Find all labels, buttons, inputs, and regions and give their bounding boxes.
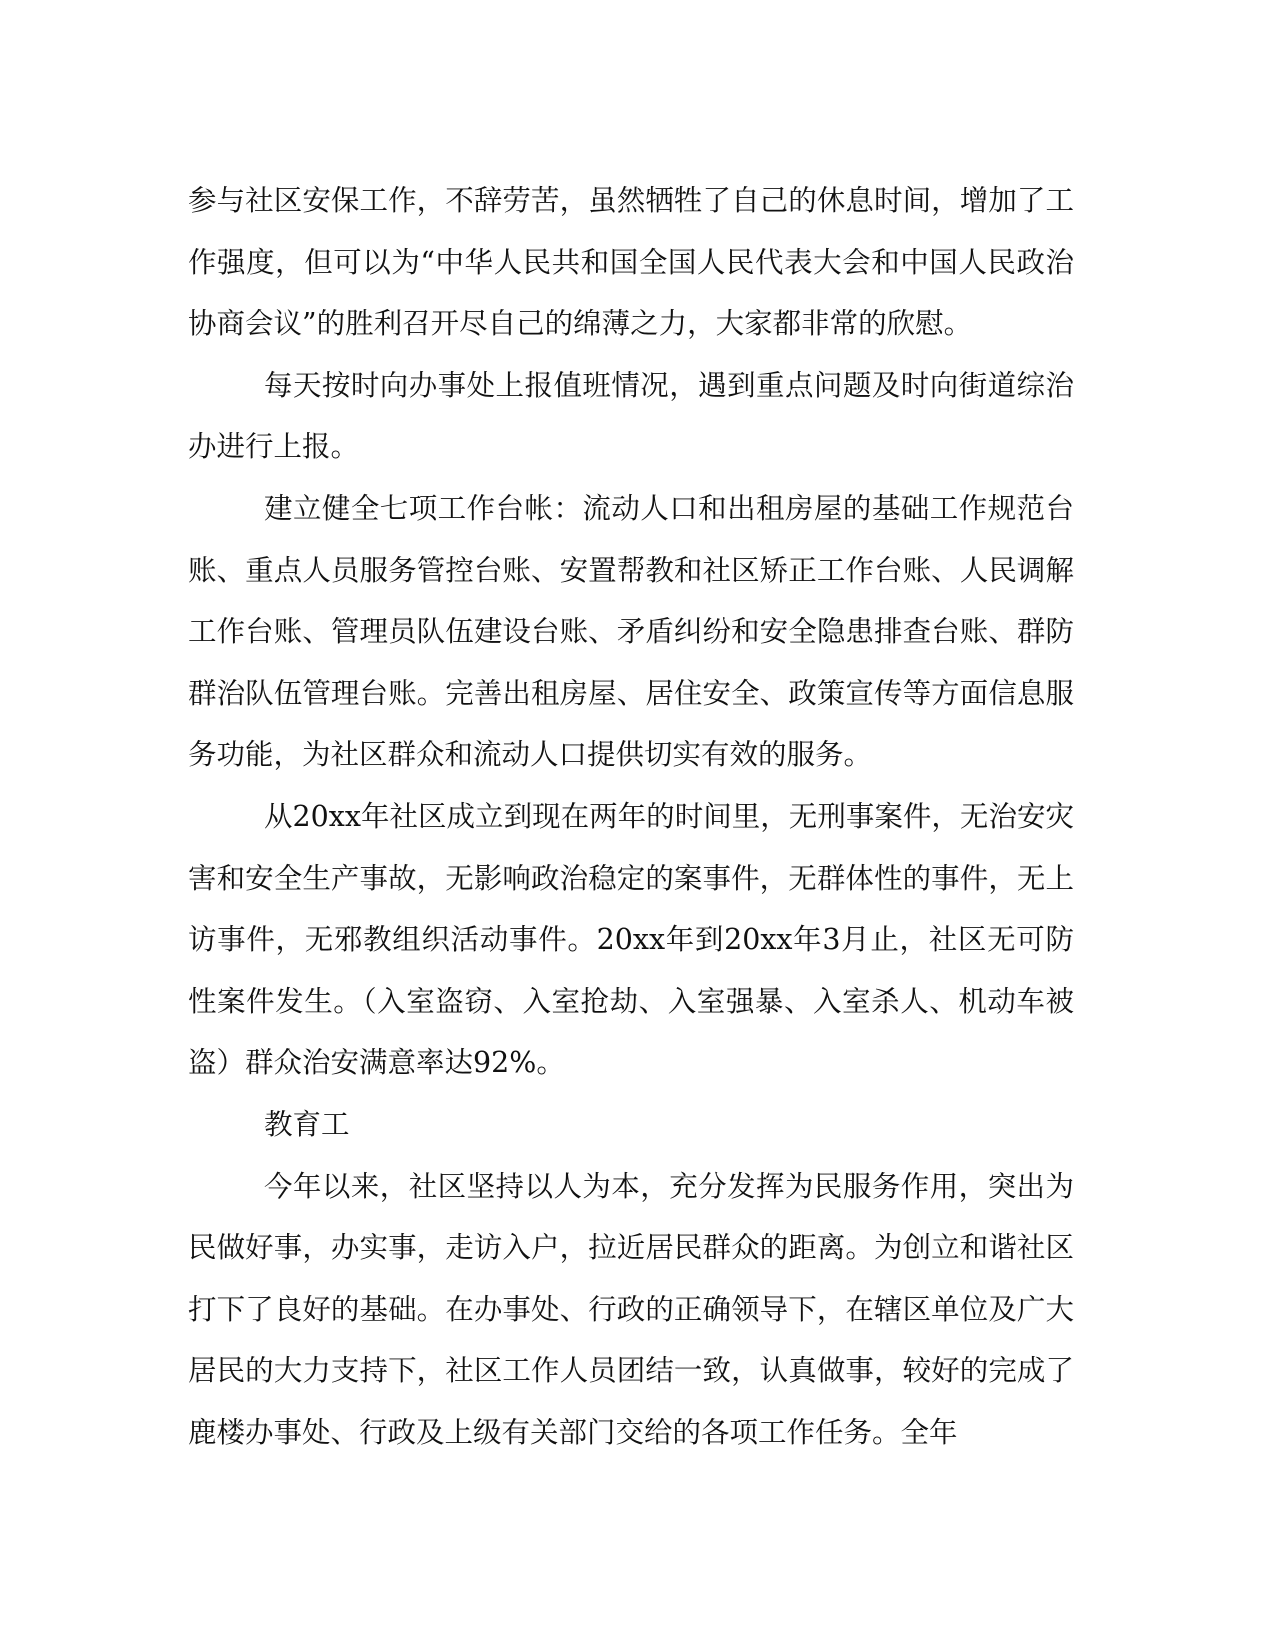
section-heading-education: 教育工 (264, 1107, 350, 1141)
document-body (188, 170, 1074, 1463)
paragraph-annual-summary: 今年以来，社区坚持以人为本，充分发挥为民服务作用，突出为民做好事，办实事，走访入户，拉近居民群众的距离。为创立和谐社区打下了良好的基础。在办事处、行政的正确领导下，在辖区单位及广大居民的大力支持下，社区工作人员团结一致，认真做事，较好的完成了鹿楼办事处、行政及上级有关部门交给的各项工作任务。全年 (188, 1169, 1074, 1449)
paragraph-daily-report: 每天按时向办事处上报值班情况，遇到重点问题及时向街道综治办进行上报。 (188, 368, 1074, 464)
paragraph-security-work: 参与社区安保工作，不辞劳苦，虽然牺牲了自己的休息时间，增加了工作强度，但可以为“中华人民共和国全国人民代表大会和中国人民政治协商会议”的胜利召开尽自己的绵薄之力，大家都非常的欣慰。 (188, 184, 1074, 341)
paragraph-safety-record: 从20xx年社区成立到现在两年的时间里，无刑事案件，无治安灾害和安全生产事故，无影响政治稳定的案事件，无群体性的事件，无上访事件，无邪教组织活动事件。20xx年到20xx年3月止，社区无可防性案件发生。（入室盗窃、入室抢劫、入室强暴、入室杀人、机动车被盗）群众治安满意率达92%。 (188, 799, 1074, 1080)
paragraph-ledgers: 建立健全七项工作台帐：流动人口和出租房屋的基础工作规范台账、重点人员服务管控台账、安置帮教和社区矫正工作台账、人民调解工作台账、管理员队伍建设台账、矛盾纠纷和安全隐患排查台账、群防群治队伍管理台账。完善出租房屋、居住安全、政策宣传等方面信息服务功能，为社区群众和流动人口提供切实有效的服务。 (188, 491, 1074, 772)
